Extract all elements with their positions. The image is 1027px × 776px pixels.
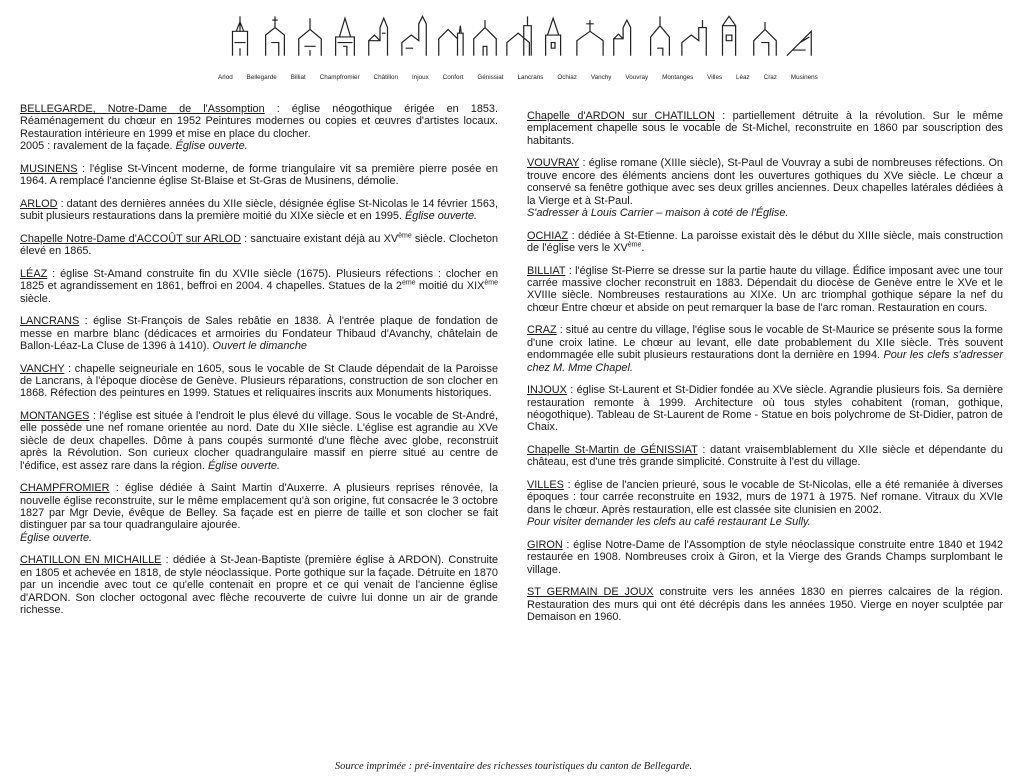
entry-separator: : [566, 384, 577, 397]
entry-text: église Notre-Dame de l'Assomption de style néoclassique construite entre 1840 et 1942 restaurée en 1908. Nombreuses croix à Giron, et la Vierge des Grands Champs surplombant le village. [527, 538, 1004, 576]
church-entry [527, 539, 1003, 576]
entry-text: église St-Amand construite fin du XVIIe siècle (1675). Plusieurs réfections : clocher en 1825 et agrandissement en 1861, beffroi en 2004. 4 chapelles. Statues de la 2 [20, 267, 499, 293]
chapel-icon [750, 14, 780, 58]
entry-separator: : [568, 229, 579, 242]
entry-text: église romane (XIIIe siècle), St-Paul de Vouvray a subi de nombreuses réfections. On trouve encore des éléments anciens dont les ouvertures gothiques du XVe siècle. Le chœur a conservé sa fenêtre gothique avec ses deux grilles anciennes. Deux chapelles latérales dédiées à la Vierge et à St-Paul. [527, 157, 1003, 207]
church-icon [295, 14, 325, 58]
superscript: ème [627, 241, 642, 249]
entry-heading: CRAZ [527, 324, 557, 337]
entry-note: S'adresser à Louis Carrier – maison à coté de l'Église. [527, 207, 789, 220]
entry-heading: ST GERMAIN DE JOUX [527, 586, 654, 599]
entry-heading: BELLEGARDE, Notre-Dame de l'Assomption [20, 103, 265, 115]
church-icon [610, 14, 640, 58]
church-icon [330, 14, 360, 58]
entry-heading: INJOUX [527, 384, 567, 397]
village-label: Musinens [790, 74, 818, 81]
entry-separator: : [161, 554, 173, 567]
entry-text: . [641, 242, 645, 255]
entry-text: église St-François de Sales rebâtie en 1838. À l'entrée plaque de fondation de messe en marbre blanc (dédicaces et armoiries du Fondateur Thibaud d'Avanchy, châtelain de Ballon-Léaz-La Cluse de 1396 à 1410). [20, 315, 498, 353]
church-entry [527, 324, 1003, 374]
entry-separator: : [240, 232, 251, 245]
source-note: Source imprimée : pré-inventaire des richesses touristiques du canton de Bellegarde. [334, 761, 693, 772]
village-label: Vouvray [625, 74, 649, 81]
entry-heading: CHATILLON EN MICHAILLE [20, 554, 162, 567]
entry-separator: : [562, 538, 574, 551]
village-label: Confort [442, 74, 464, 81]
church-entry [527, 586, 1003, 623]
village-label: Villes [707, 74, 723, 81]
church-entry [20, 163, 498, 188]
entry-text: église dédiée à Saint Martin d'Auxerre. A plusieurs reprises rénovée, la nouvelle église reconstruite, sur le même emplacement qu'à son origine, fut consacrée le 3 octobre 1827 par Mgr Devie, évêque de Belley. Sa façade est en pierre de taille et son clocher se fait distinguer par sa tour quadrangulaire ajourée. [20, 482, 499, 532]
entry-note: Pour visiter demander les clefs au café restaurant Le Sully. [527, 516, 811, 529]
village-label: Bellegarde [246, 74, 277, 81]
entry-text: datant vraisemblablement du XIIe siècle et dépendante du château, est d'une très grande simplicité. Construite à l'est du village. [527, 444, 1003, 469]
entry-separator: : [89, 410, 100, 423]
entry-text: chapelle seigneuriale en 1605, sous le vocable de St Claude dépendait de la Paroisse de Lancrans, à l'époque diocèse de Genève. Plusieurs réparations, construction de son clocher en 1868. Réfection des peintures en 1999. Statues et reliquaires inscrits aux Monuments historiques. [20, 362, 498, 400]
entry-heading: Chapelle d'ARDON sur CHATILLON [527, 110, 715, 122]
entry-separator: : [57, 197, 67, 210]
entry-separator: : [565, 264, 576, 277]
church-illustrations [225, 10, 815, 58]
entry-text: église néogothique érigée en 1853. Réaménagement du chœur en 1952 Peintures modernes ou copies et œuvres d'artistes locaux. Restauration intérieure en 1999 et mise en place du clocher. [20, 103, 499, 140]
church-icon [645, 14, 675, 58]
village-label: Montanges [662, 74, 694, 81]
church-icon [575, 14, 605, 58]
village-label: Lancrans [517, 74, 544, 81]
entry-heading: OCHIAZ [527, 229, 569, 242]
entry-heading: Chapelle Notre-Dame d'ACCOÛT sur ARLOD [20, 232, 241, 245]
church-entry [20, 233, 498, 258]
church-entry [20, 410, 498, 472]
entry-heading: CHAMPFROMIER [20, 482, 110, 495]
entry-heading: VOUVRAY [527, 157, 580, 170]
entry-note: Ouvert le dimanche [212, 340, 307, 353]
superscript: eme [401, 279, 416, 287]
entry-separator: : [697, 444, 711, 457]
right-column [527, 110, 1003, 634]
village-label: Léaz [736, 74, 750, 81]
entry-heading: LÉAZ [20, 267, 48, 280]
entry-text: dédiée à St-Jean-Baptiste (première église à ARDON). Construite en 1805 et achevée en 1818, de style néoclassique. Porte gothique sur la façade. Détruite en 1870 par un incendie avec tout ce qu'elle contenait en propre et ce qui venait de l'ancienne église d'ARDON. Son clocher octogonal avec flèche recouverte de cuivre lui donne un air de grande richesse. [20, 554, 499, 617]
church-entry [527, 479, 1003, 529]
entry-text: sanctuaire existant déjà au XV [250, 232, 399, 245]
church-icon [540, 14, 570, 58]
church-icon [505, 14, 535, 58]
entry-text: siècle. [20, 292, 51, 305]
church-icon [365, 14, 395, 58]
entry-heading: ARLOD [20, 197, 58, 210]
church-entry [20, 554, 498, 616]
church-entry [20, 268, 498, 305]
entry-separator: : [714, 110, 733, 122]
superscript: ème [398, 232, 412, 240]
entry-text: construite vers les années 1830 en pierres calcaires de la région. Restauration des murs qui ont été décrépis dans les années 1950. Vierge en noyer sculptée par Demaison en 1960. [527, 586, 1003, 624]
village-label: Vanchy [590, 74, 612, 81]
church-entry [527, 384, 1003, 434]
entry-heading: VANCHY [20, 362, 65, 375]
village-labels [218, 74, 818, 86]
entry-heading: VILLES [527, 479, 564, 492]
church-icon [400, 14, 430, 58]
church-icon [260, 14, 290, 58]
entry-separator: : [47, 267, 61, 280]
church-entry [20, 315, 498, 352]
entry-separator: : [77, 162, 90, 175]
entry-text: siècle. Clocheton élevé en 1865. [20, 232, 498, 258]
village-label: Injoux [411, 74, 429, 81]
church-icon [435, 14, 465, 58]
church-entry [20, 363, 498, 400]
church-entry [527, 157, 1003, 219]
entry-heading: MONTANGES [20, 410, 90, 423]
church-entry [527, 444, 1003, 469]
village-label: Châtillon [373, 74, 399, 81]
entry-separator: : [79, 315, 94, 328]
entry-text: partiellement détruite à la révolution. Sur le même emplacement chapelle sous le vocable de St-Michel, reconstruite en 1860 par souscription des habitants. [527, 110, 1004, 147]
entry-text: datant des dernières années du XIIe siècle, désignée église St-Nicolas le 14 février 1563, subit plusieurs restaurations dans la première moitié du XIXe siècle et en 1995. [20, 197, 498, 223]
church-entry [527, 265, 1003, 315]
entry-heading: BILLIAT [527, 264, 566, 277]
entry-note: Église ouverte. [405, 210, 478, 223]
village-label: Billiat [290, 74, 306, 81]
church-entry [527, 230, 1003, 255]
entry-note: Église ouverte. [175, 140, 248, 153]
entry-separator: : [556, 324, 566, 337]
village-label: Champfromier [319, 74, 360, 81]
entry-text: l'église St-Vincent moderne, de forme triangulaire vit sa première pierre posée en 1964. A remplacé l'ancienne église St-Blaise et St-Gras de Musinens, démolie. [20, 162, 498, 188]
church-icon [680, 14, 710, 58]
entry-note: Église ouverte. [207, 459, 280, 472]
entry-separator: : [579, 157, 589, 170]
entry-text: situé au centre du village, l'église sous le vocable de St-Maurice se présente sous la forme d'une croix latine. Le chœur au levant, elle date probablement du XIIe siècle. Très souvent endommagée elle subit plusieurs restaurations dont la dernière en 1994. [527, 324, 1003, 362]
entry-text: église St-Laurent et St-Didier fondée au XVe siècle. Agrandie plusieurs fois. Sa dernière restauration remonte à 1999. Architecture où tous styles cohabitent (roman, gothique, néogothique). Tableau de St-Laurent de Rome - Statue en bois polychrome de St-Didier, patron de Chaix. [527, 384, 1003, 434]
entry-separator: : [109, 482, 126, 495]
village-label: Craz [763, 74, 777, 81]
entry-heading: LANCRANS [20, 315, 80, 328]
left-column [20, 103, 498, 627]
entry-text: dédiée à St-Etienne. La paroisse existait dès le début du XIIIe siècle, mais construction de l'église vers le XV [527, 229, 1004, 255]
entry-text: 2005 : ravalement de la façade. [20, 140, 176, 153]
church-icon [715, 14, 745, 58]
church-entry [20, 198, 498, 223]
village-label: Arlod [218, 74, 233, 81]
entry-separator: : [264, 103, 292, 115]
entry-text: l'église St-Pierre se dresse sur la partie haute du village. Édifice imposant avec une tour carrée massive clocher reconstruit en 1883. Dépendait du diocèse de Genève entre le XVe et le XVIIIe siècle. Nombreuses restaurations au XIXe. Un arc triomphal gothique sépare la nef du chœur Entre chœur et abside on peut remarquer la base de l'arc roman. Restauration en cours. [527, 264, 1004, 314]
church-icon [225, 14, 255, 58]
entry-separator: : [64, 362, 75, 375]
entry-separator: : [563, 479, 575, 492]
chapel-icon [470, 14, 500, 58]
entry-heading: MUSINENS [20, 162, 78, 175]
superscript: ème [484, 279, 498, 287]
church-entry [20, 103, 498, 153]
church-entry [527, 110, 1003, 147]
entry-heading: GIRON [527, 538, 563, 551]
modern-church-icon [785, 14, 815, 58]
entry-text: moitié du XIX [415, 280, 485, 293]
entry-heading: Chapelle St-Martin de GÉNISSIAT [527, 444, 698, 457]
church-entry [20, 482, 498, 544]
entry-note: Pour les clefs s'adresser chez M. Mme Chapel. [527, 349, 1003, 374]
entry-text: église de l'ancien prieuré, sous le vocable de St-Nicolas, elle a été remaniée à diverses époques : tour carrée reconstruite en 1932, murs de 1971 à 1975. Nef romane. Vitraux du XVIe dans le chœur. Après restauration, elle est classée site clunisien en 2002. [527, 479, 1004, 516]
village-label: Ochiaz [557, 74, 577, 81]
village-label: Génissiat [477, 74, 504, 81]
entry-note: Église ouverte. [20, 531, 93, 544]
entry-text: l'église est située à l'endroit le plus élevé du village. Sous le vocable de St-André, elle possède une nef romane orientée au nord. Date du XIIe siècle. L'église est agrandie au XVe siècle de deux chapelles. Dôme à pans coupés surmonté d'une flèche avec globe, reconstruit après la Révolution. Son curieux clocher quadrangulaire massif en pierre situé au centre de l'édifice, est assez rare dans la région. [20, 410, 499, 472]
